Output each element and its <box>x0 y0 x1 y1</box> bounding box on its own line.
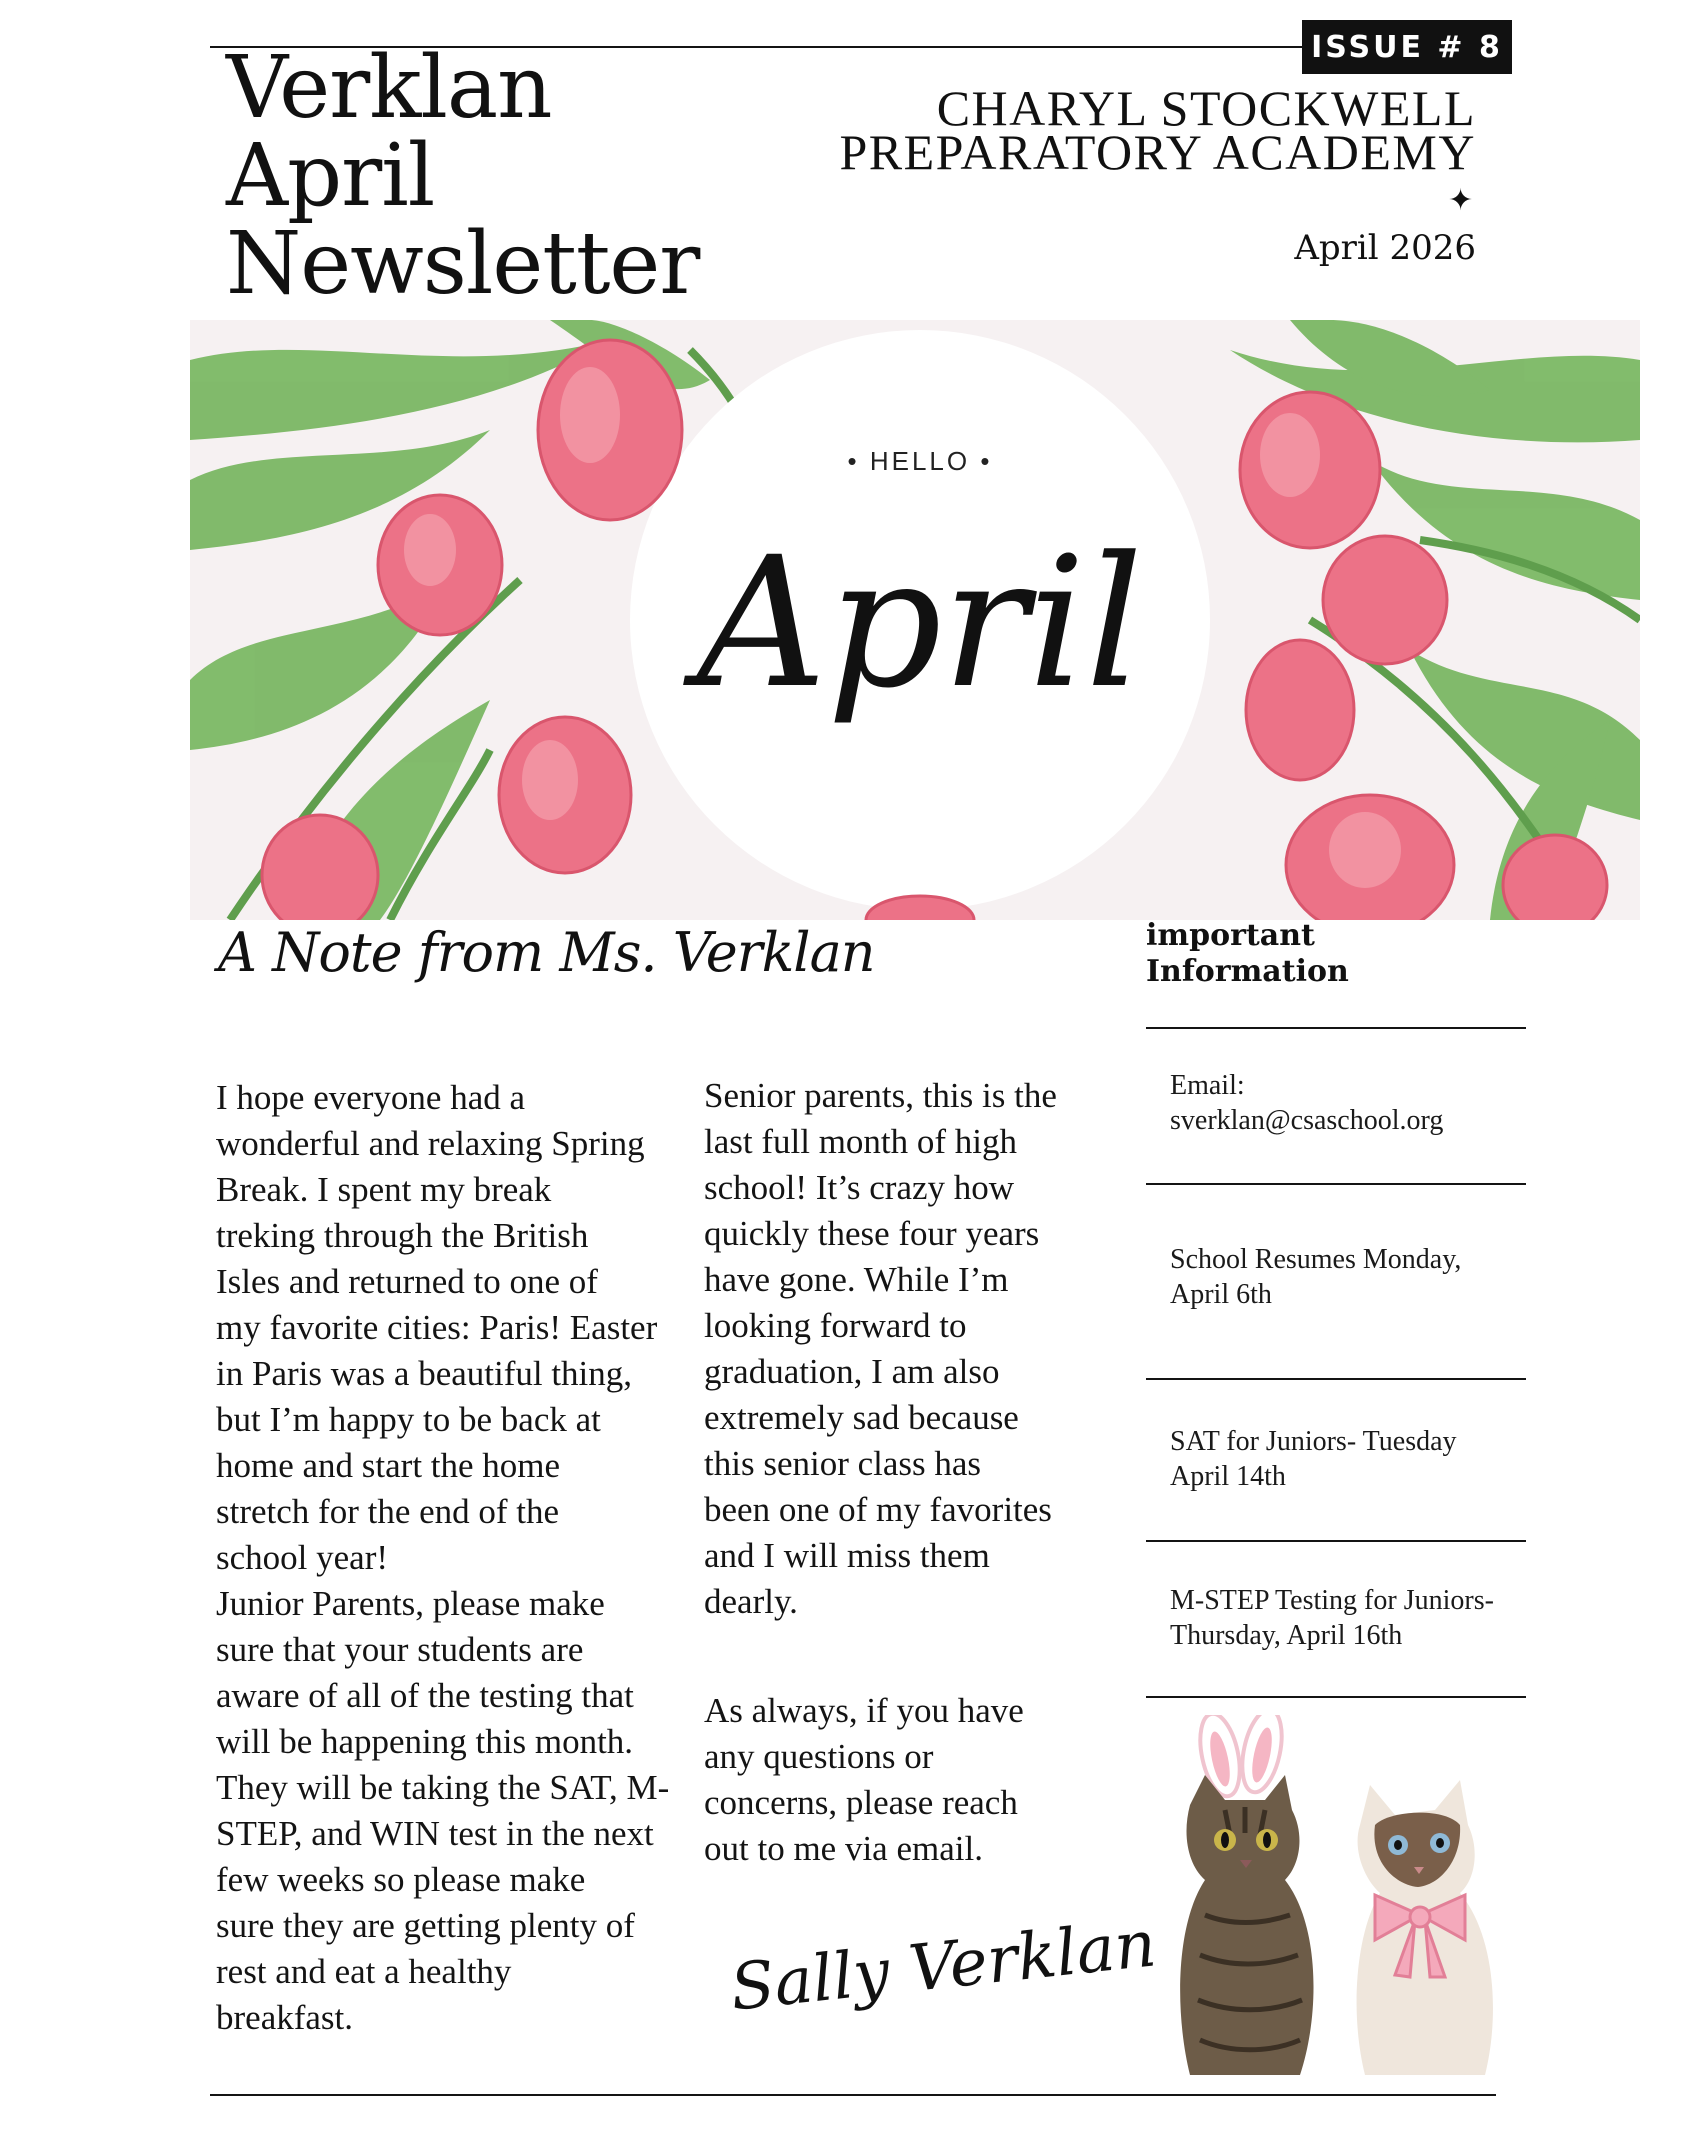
info-line: April 6th <box>1170 1279 1272 1310</box>
info-heading-line: Information <box>1146 954 1349 989</box>
text-line: this senior class has <box>704 1444 982 1483</box>
info-divider <box>1146 1540 1526 1542</box>
info-divider <box>1146 1027 1526 1029</box>
issue-date: April 2026 <box>1294 228 1476 268</box>
info-heading-line: important <box>1146 918 1315 953</box>
text-line: breakfast. <box>216 1998 354 2037</box>
school-line: CHARYL STOCKWELL <box>936 80 1476 136</box>
text-line: dearly. <box>704 1582 798 1621</box>
text-line: home and start the home <box>216 1446 561 1485</box>
text-line: Junior Parents, please make <box>216 1584 605 1623</box>
info-divider <box>1146 1696 1526 1698</box>
hero-greeting: • HELLO • <box>847 446 993 476</box>
text-line: sure that your students are <box>216 1630 584 1669</box>
info-item-school-resumes <box>1170 1242 1500 1312</box>
text-line: Break. I spent my break <box>216 1170 552 1209</box>
text-line: wonderful and relaxing Spring <box>216 1124 645 1163</box>
hero-image <box>190 320 1640 920</box>
text-line: out to me via email. <box>704 1829 983 1868</box>
note-column-1 <box>216 1075 676 2041</box>
text-line: treking through the British <box>216 1216 589 1255</box>
text-line: aware of all of the testing that <box>216 1676 634 1715</box>
signature: Sally Verklan <box>727 1907 1160 2026</box>
info-heading <box>1146 918 1386 990</box>
info-item-email <box>1170 1068 1500 1138</box>
text-line: sure they are getting plenty of <box>216 1906 635 1945</box>
text-line: will be happening this month. <box>216 1722 634 1761</box>
issue-badge: ISSUE # 8 <box>1302 20 1512 74</box>
text-line: looking forward to <box>704 1306 967 1345</box>
info-line: SAT for Juniors- Tuesday <box>1170 1426 1457 1457</box>
info-item-sat <box>1170 1424 1500 1494</box>
text-line: in Paris was a beautiful thing, <box>216 1354 633 1393</box>
text-line: my favorite cities: Paris! Easter <box>216 1308 658 1347</box>
title-line: Verklan <box>226 38 552 138</box>
cats-image <box>1170 1715 1510 2085</box>
info-line: April 14th <box>1170 1461 1286 1492</box>
tulip-illustration <box>190 320 1640 920</box>
text-line: Isles and returned to one of <box>216 1262 598 1301</box>
text-line: STEP, and WIN test in the next <box>216 1814 654 1853</box>
text-line: As always, if you have <box>704 1691 1024 1730</box>
info-line: Thursday, April 16th <box>1170 1620 1403 1651</box>
note-column-2 <box>704 1073 1124 1625</box>
info-line: M-STEP Testing for Juniors- <box>1170 1585 1494 1616</box>
text-line: but I’m happy to be back at <box>216 1400 601 1439</box>
text-line: few weeks so please make <box>216 1860 586 1899</box>
text-line: school! It’s crazy how <box>704 1168 1015 1207</box>
hero-word: April <box>696 519 1144 728</box>
text-line: have gone. While I’m <box>704 1260 1009 1299</box>
text-line: stretch for the end of the <box>216 1492 560 1531</box>
text-line: extremely sad because <box>704 1398 1019 1437</box>
text-line: graduation, I am also <box>704 1352 1000 1391</box>
info-line: School Resumes Monday, <box>1170 1244 1462 1275</box>
cats-illustration <box>1170 1715 1510 2085</box>
text-line: Senior parents, this is the <box>704 1076 1057 1115</box>
info-divider <box>1146 1183 1526 1185</box>
text-line: They will be taking the SAT, M- <box>216 1768 670 1807</box>
text-line: last full month of high <box>704 1122 1018 1161</box>
info-line: sverklan@csaschool.org <box>1170 1105 1444 1136</box>
bottom-rule <box>210 2094 1496 2096</box>
text-line: and I will miss them <box>704 1536 990 1575</box>
sparkle-icon: ✦ <box>1448 183 1474 218</box>
note-heading: A Note from Ms. Verklan <box>218 921 875 984</box>
text-line: school year! <box>216 1538 389 1577</box>
school-name <box>820 80 1476 180</box>
title-line: April <box>226 126 435 226</box>
text-line: I hope everyone had a <box>216 1078 526 1117</box>
info-divider <box>1146 1378 1526 1380</box>
text-line: been one of my favorites <box>704 1490 1052 1529</box>
newsletter-title <box>226 38 786 314</box>
title-line: Newsletter <box>226 214 700 314</box>
note-closing <box>704 1688 1124 1872</box>
info-line: Email: <box>1170 1070 1245 1101</box>
text-line: quickly these four years <box>704 1214 1040 1253</box>
text-line: any questions or <box>704 1737 934 1776</box>
text-line: rest and eat a healthy <box>216 1952 512 1991</box>
school-line: PREPARATORY ACADEMY <box>839 124 1476 180</box>
info-item-mstep <box>1170 1583 1500 1653</box>
text-line: concerns, please reach <box>704 1783 1018 1822</box>
